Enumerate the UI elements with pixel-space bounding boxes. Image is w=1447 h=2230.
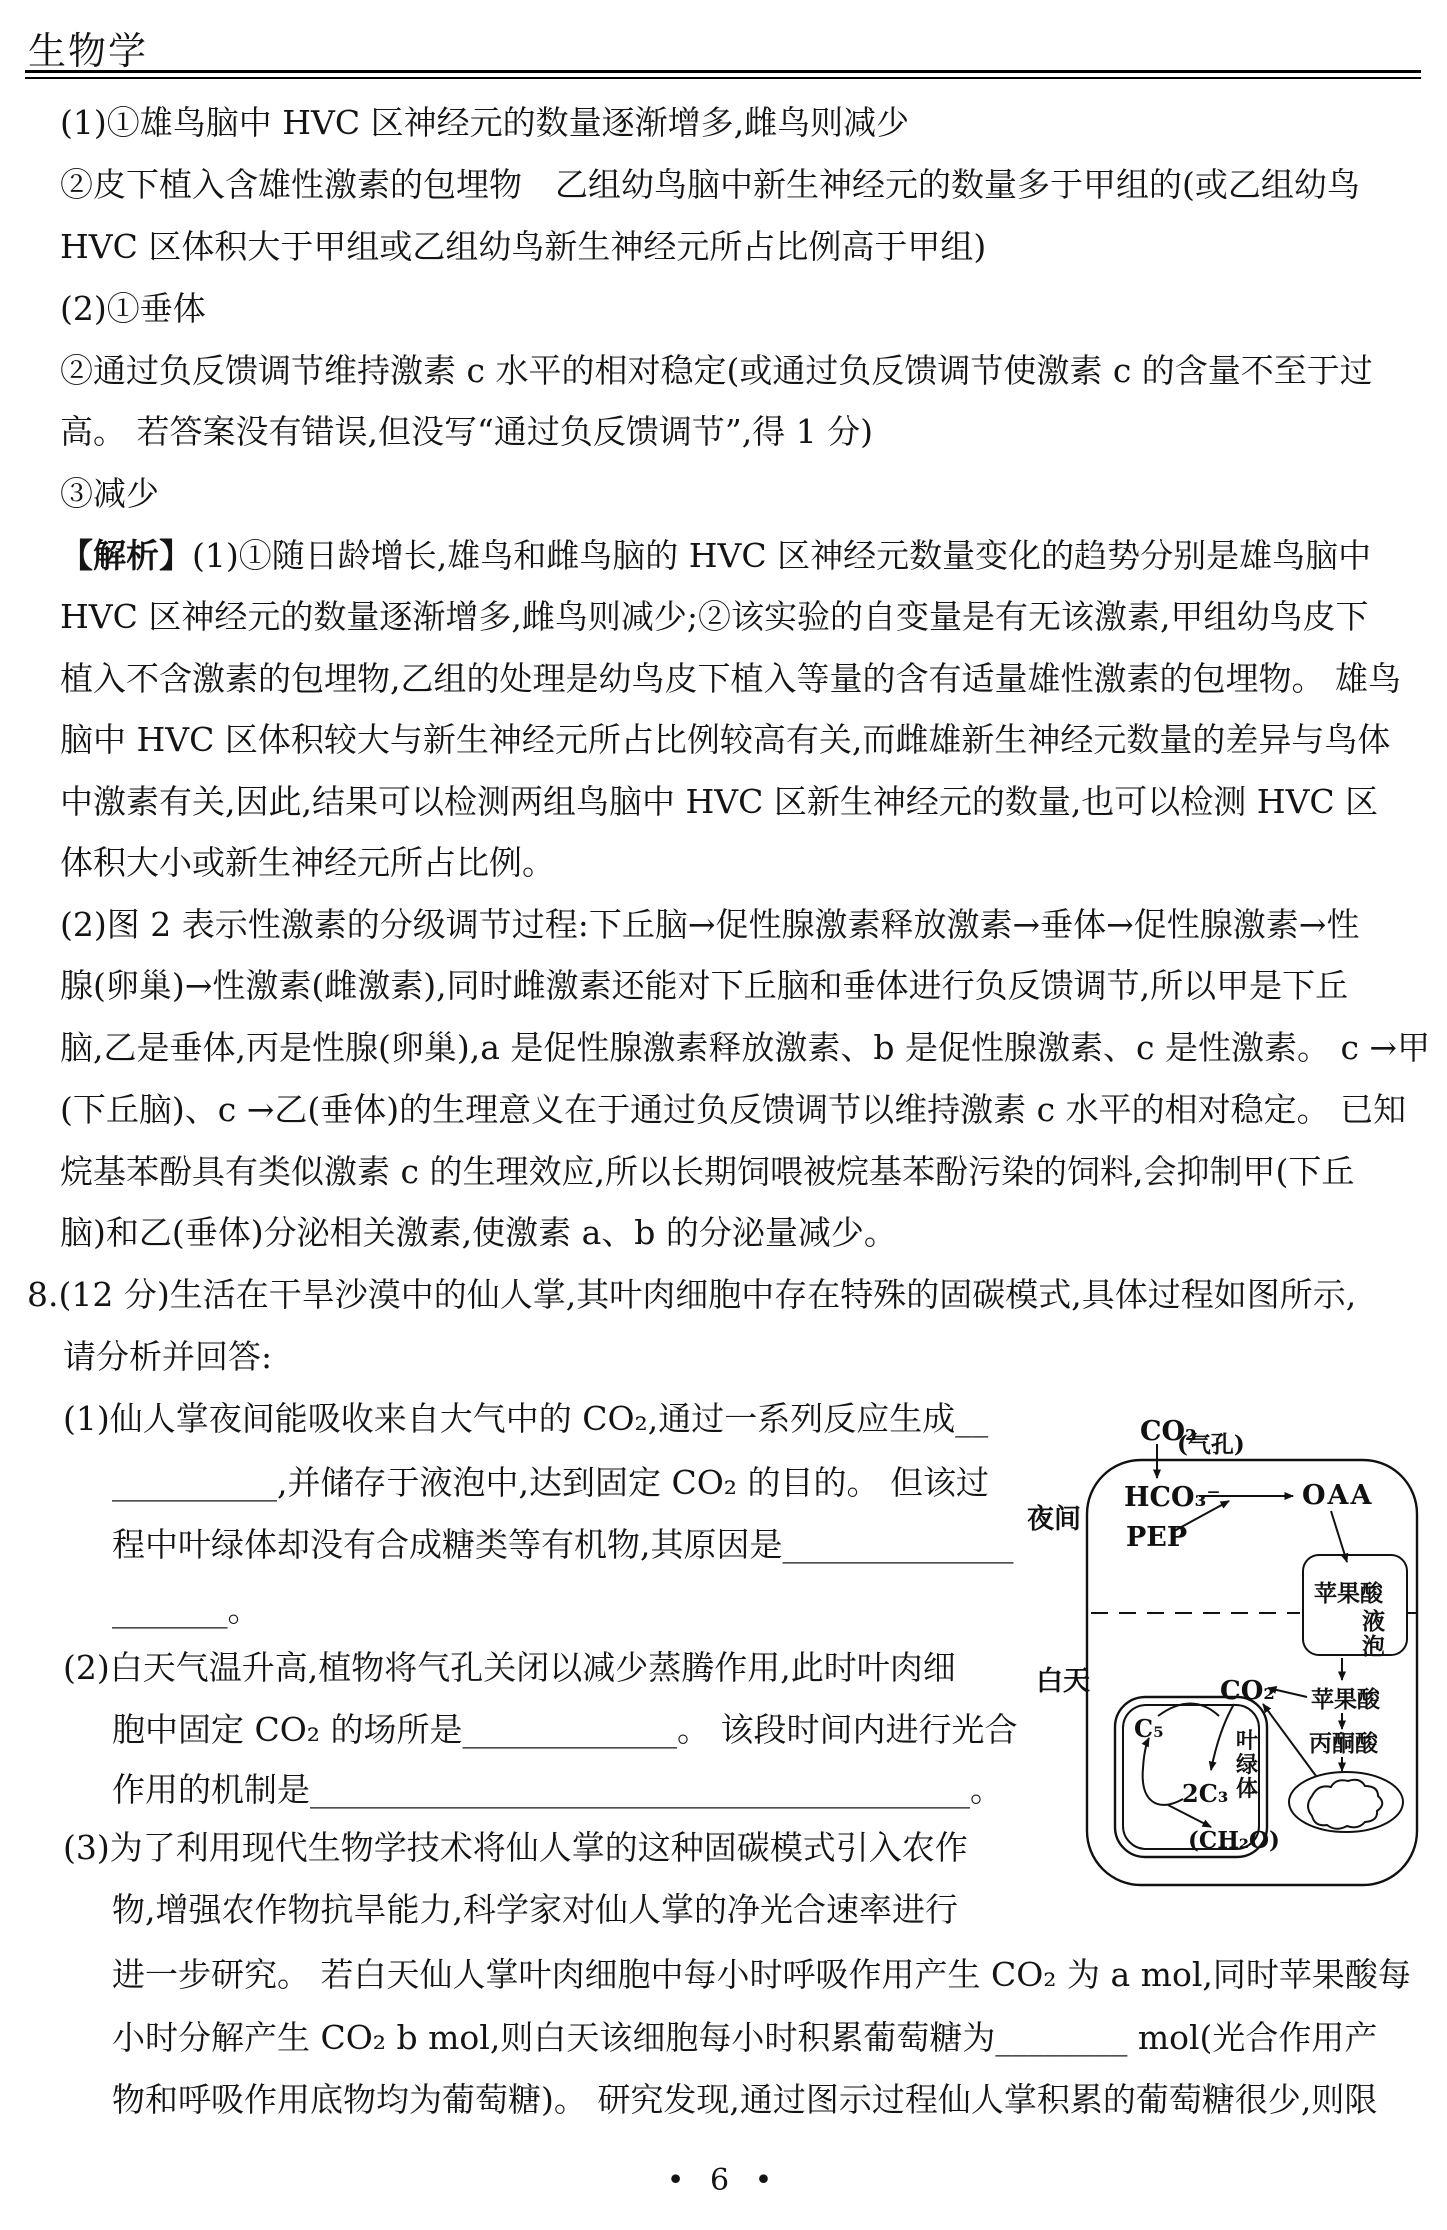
night-label: 夜间 bbox=[1027, 1504, 1081, 1535]
text-line: __________,并储存于液泡中,达到固定 CO₂ 的目的。 但该过 bbox=[112, 1463, 989, 1502]
text-line: 进一步研究。 若白天仙人掌叶肉细胞中每小时呼吸作用产生 CO₂ 为 a mol,同时苹果酸每 bbox=[112, 1955, 1411, 1994]
header-double-rule bbox=[25, 70, 1421, 79]
text-line: 腺(卵巢)→性激素(雌激素),同时雌激素还能对下丘脑和垂体进行负反馈调节,所以甲是下丘 bbox=[60, 966, 1349, 1005]
text-line: 胞中固定 CO₂ 的场所是_____________。 该段时间内进行光合 bbox=[112, 1710, 1018, 1749]
text-line: (2)图 2 表示性激素的分级调节过程:下丘脑→促性腺激素释放激素→垂体→促性腺激素→性 bbox=[60, 905, 1360, 944]
page-number: • 6 • bbox=[666, 2163, 781, 2198]
stoma-label: (气孔) bbox=[1177, 1431, 1245, 1458]
text-line: (2)①垂体 bbox=[60, 289, 206, 328]
text-line: HVC 区神经元的数量逐渐增多,雌鸟则减少;②该实验的自变量是有无该激素,甲组幼鸟皮下 bbox=[60, 597, 1369, 636]
text-line: 小时分解产生 CO₂ b mol,则白天该细胞每小时积累葡萄糖为________ mol(光合作用产 bbox=[112, 2018, 1378, 2057]
vacuole-label-2: 泡 bbox=[1362, 1633, 1385, 1660]
malate-vacuole-label: 苹果酸 bbox=[1314, 1580, 1383, 1607]
text-line: 脑)和乙(垂体)分泌相关激素,使激素 a、b 的分泌量减少。 bbox=[60, 1213, 897, 1252]
arrow-c3-to-c5 bbox=[1143, 1738, 1183, 1805]
co2-mid-label: CO₂ bbox=[1220, 1676, 1275, 1706]
text-line: (下丘脑)、c →乙(垂体)的生理意义在于通过负反馈调节以维持激素 c 水平的相对稳定。 已知 bbox=[60, 1090, 1407, 1129]
chloroplast-label-1: 叶 bbox=[1236, 1728, 1259, 1754]
text-line: 物,增强农作物抗旱能力,科学家对仙人掌的净光合速率进行 bbox=[112, 1890, 958, 1929]
c5-label: C₅ bbox=[1134, 1714, 1164, 1743]
cam-pathway-diagram bbox=[988, 1385, 1447, 1915]
c3-label: 2C₃ bbox=[1182, 1779, 1229, 1808]
text-line: 物和呼吸作用底物均为葡萄糖)。 研究发现,通过图示过程仙人掌积累的葡萄糖很少,则限 bbox=[112, 2080, 1378, 2119]
text-line: 脑中 HVC 区体积较大与新生神经元所占比例较高有关,而雌雄新生神经元数量的差异与鸟体 bbox=[60, 720, 1391, 759]
chloroplast-label-2: 绿 bbox=[1236, 1752, 1259, 1778]
pyruvate-label: 丙酮酸 bbox=[1309, 1730, 1378, 1757]
day-label: 白天 bbox=[1036, 1666, 1090, 1697]
chloroplast-label-3: 体 bbox=[1236, 1776, 1259, 1802]
malate-day-label: 苹果酸 bbox=[1311, 1686, 1380, 1713]
text-line: 作用的机制是________________________________________。 bbox=[112, 1770, 1003, 1809]
pep-label: PEP bbox=[1126, 1522, 1188, 1553]
vacuole-label-1: 液 bbox=[1362, 1608, 1385, 1635]
text-line: ②通过负反馈调节维持激素 c 水平的相对稳定(或通过负反馈调节使激素 c 的含量不至于过 bbox=[60, 351, 1373, 390]
text-line: 脑,乙是垂体,丙是性腺(卵巢),a 是促性腺激素释放激素、b 是促性腺激素、c 是性激素。 c →甲 bbox=[60, 1028, 1431, 1067]
co2-top-label: CO₂ bbox=[1140, 1416, 1197, 1447]
text-line: 植入不含激素的包埋物,乙组的处理是幼鸟皮下植入等量的含有适量雄性激素的包埋物。 雄鸟 bbox=[60, 659, 1401, 698]
hco3-label: HCO₃⁻ bbox=[1124, 1482, 1221, 1513]
arrow-c3-to-ch2o bbox=[1168, 1805, 1211, 1827]
text-line: 【解析】(1)①随日龄增长,雄鸟和雌鸟脑的 HVC 区神经元数量变化的趋势分别是雄鸟脑中 bbox=[60, 536, 1372, 575]
text-line: 请分析并回答: bbox=[63, 1337, 273, 1376]
ch2o-label: (CH₂O) bbox=[1188, 1827, 1280, 1854]
text-line: ③减少 bbox=[60, 474, 159, 513]
text-line: 体积大小或新生神经元所占比例。 bbox=[60, 843, 555, 882]
analysis-label: 【解析】 bbox=[60, 536, 192, 575]
text-line: 高。 若答案没有错误,但没写“通过负反馈调节”,得 1 分) bbox=[60, 412, 874, 451]
text-line: HVC 区体积大于甲组或乙组幼鸟新生神经元所占比例高于甲组) bbox=[60, 227, 987, 266]
text-line: 烷基苯酚具有类似激素 c 的生理效应,所以长期饲喂被烷基苯酚污染的饲料,会抑制甲(下丘 bbox=[60, 1152, 1355, 1191]
text-line: 8.(12 分)生活在干旱沙漠中的仙人掌,其叶肉细胞中存在特殊的固碳模式,具体过程如图所示, bbox=[27, 1275, 1357, 1314]
text-line: 程中叶绿体却没有合成糖类等有机物,其原因是______________ bbox=[112, 1525, 1014, 1564]
text-line: _______。 bbox=[112, 1590, 261, 1629]
text-line: 中激素有关,因此,结果可以检测两组鸟脑中 HVC 区新生神经元的数量,也可以检测 HVC 区 bbox=[60, 782, 1379, 821]
arrow-co2-to-c3 bbox=[1211, 1704, 1234, 1770]
oaa-label: OAA bbox=[1302, 1480, 1374, 1511]
text-line: (3)为了利用现代生物学技术将仙人掌的这种固碳模式引入农作 bbox=[63, 1828, 968, 1867]
text-line: (1)仙人掌夜间能吸收来自大气中的 CO₂,通过一系列反应生成__ bbox=[63, 1399, 989, 1438]
mitochondrion-cristae bbox=[1308, 1780, 1382, 1829]
text-line: ②皮下植入含雄性激素的包埋物 乙组幼鸟脑中新生神经元的数量多于甲组的(或乙组幼鸟 bbox=[60, 165, 1360, 204]
text-line: (1)①雄鸟脑中 HVC 区神经元的数量逐渐增多,雌鸟则减少 bbox=[60, 103, 910, 142]
text-line: (2)白天气温升高,植物将气孔关闭以减少蒸腾作用,此时叶肉细 bbox=[63, 1648, 956, 1687]
page-title: 生物学 bbox=[28, 29, 149, 73]
